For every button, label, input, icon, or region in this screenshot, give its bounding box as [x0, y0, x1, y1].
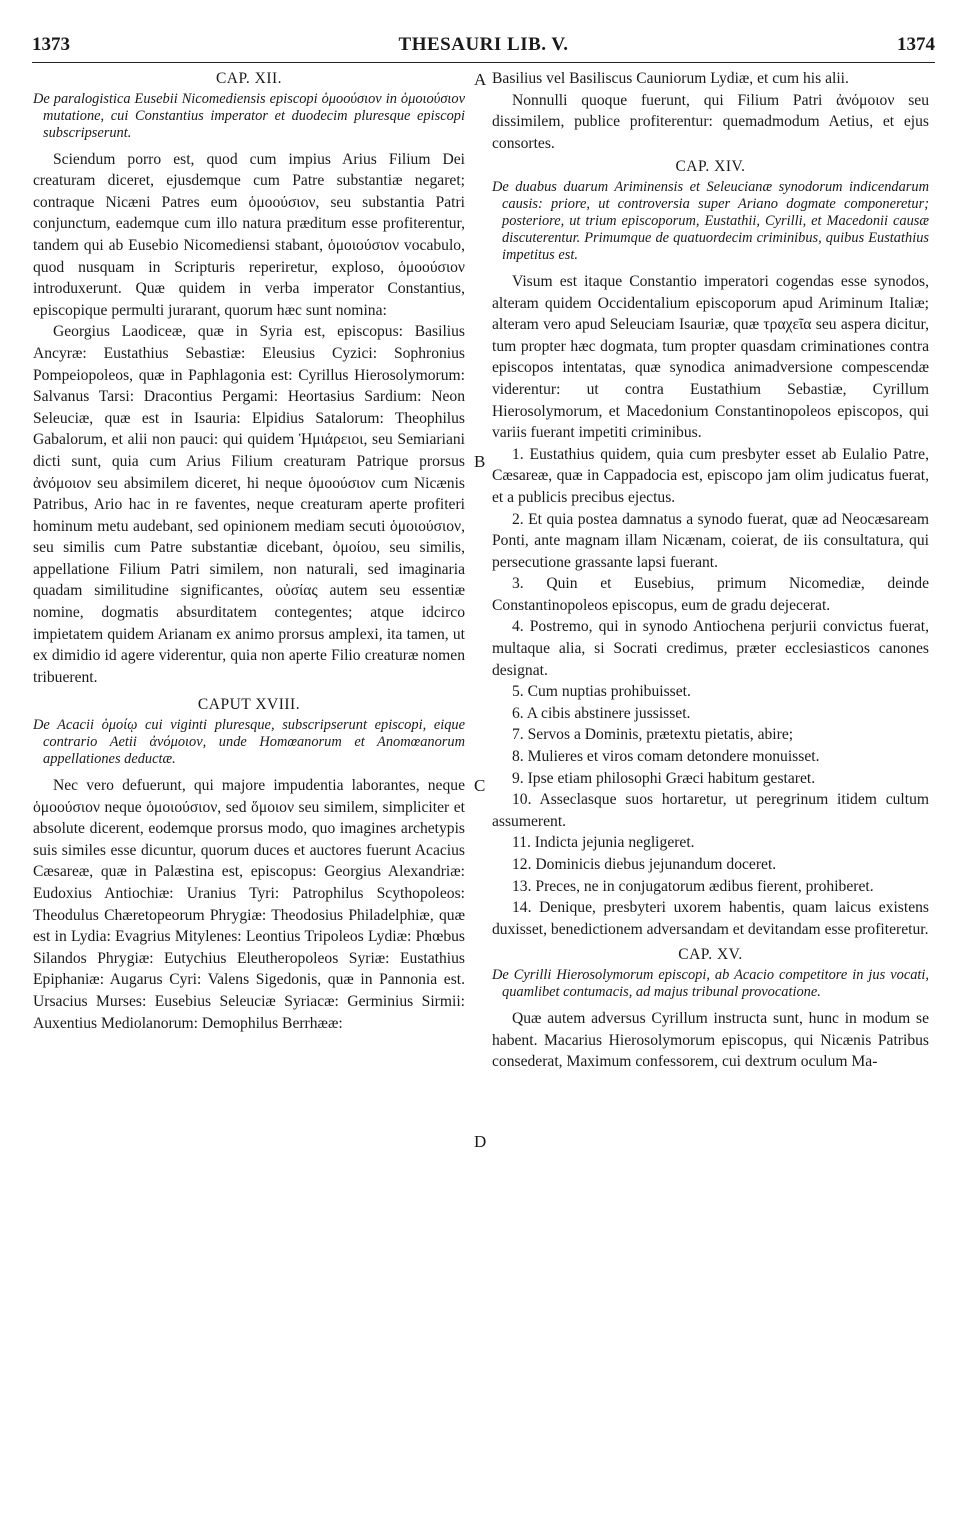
margin-letter-c: C — [474, 776, 486, 795]
list-item: 8. Mulieres et viros comam detondere monuisset. — [512, 748, 820, 766]
chapter-summary: De Acacii ὁμοίῳ cui viginti pluresque, subscripserunt episcopi, eique contrario Aetii ἀνόμοιον, unde Homœanorum et Anomœanorum appellationes deductæ. — [33, 717, 465, 768]
chapter-summary: De duabus duarum Ariminensis et Seleucianæ synodorum indicendarum causis: priore, ut controversia super Ariano dogmate componeretur; posteriore, ut trium episcoporum, Eustathii, Cyrilli, et Macedonii causæ discuterentur. Primumque de quatuordecim criminibus, quibus Eustathius impetitus est. — [492, 178, 929, 263]
chapter-heading: CAP. XV. — [678, 946, 743, 964]
list-item: 6. A cibis abstinere jussisset. — [512, 704, 691, 722]
list-item: 13. Preces, ne in conjugatorum ædibus fierent, prohiberet. — [512, 877, 874, 895]
list-item: 12. Dominicis diebus jejunandum doceret. — [512, 856, 777, 873]
list-item: 1. Eustathius quidem, quia cum presbyter esset ab Eulalio Patre, Cæsareæ, quæ in Cappadocia est, episcopo jam olim judicatus fuerat, et a publicis precibus ejectus. — [492, 445, 929, 506]
list-item: 14. Denique, presbyteri uxorem habentis, quam laicus existens duxisset, benedictionem adversandam et devitandam esse profiteretur. — [492, 899, 929, 938]
list-item: 3. Quin et Eusebius, primum Nicomediæ, deinde Constantinopoleos episcopus, eum de gradu dejecerat. — [492, 575, 929, 614]
chapter-heading: CAPUT XVIII. — [197, 696, 301, 714]
header-rule — [32, 62, 935, 63]
paragraph: Nonnulli quoque fuerunt, qui Filium Patri ἀνόμοιον seu dissimilem, publice profiterentur: quemadmodum Aetius, et ejus consortes. — [492, 91, 929, 152]
list-item: 7. Servos a Dominis, prætextu pietatis, abire; — [512, 726, 794, 744]
running-title: THESAURI LIB. V. — [398, 34, 569, 55]
chapter-summary: De paralogistica Eusebii Nicomediensis episcopi ὁμοούσιον in ὁμοιούσιον mutatione, cui Constantius imperator et duodecim pluresque episcopi subscripserunt. — [33, 90, 465, 141]
page-header — [32, 34, 935, 60]
paragraph: Nec vero defuerunt, qui majore impudentia laborantes, neque ὁμοούσιον neque ὁμοιούσιον, sed ὅμοιον seu similem, simpliciter et absolute dicerent, eodemque prorsus modo, quo imagines archetypis suis similes esse dicuntur, quorum duces et auctores fuerunt Acacius Cæsareæ, quæ in Palæstina est, episcopus: Georgius Alexandriæ: Eudoxius Antiochiæ: Uranius Tyri: Patrophilus Scythopoleos: Theodulus Chæretopeorum Phrygiæ: Theodosius Philadelphiæ, quæ est in Lydia: Evagrius Mitylenes: Leontius Tripoleos Lydiæ: Phœbus Silandos Phrygiæ: Eutychius Eleutheropoleos Syriæ: Eustathius Epiphaniæ: Augarus Cyri: Valens Sigedonis, quæ in Pannonia est. Ursacius Murses: Eusebius Seleuciæ Syriacæ: Germinius Sirmii: Auxentius Mediolanorum: Demophilus Berrhææ: — [33, 777, 465, 1032]
chapter-summary: De Cyrilli Hierosolymorum episcopi, ab Acacio competitore in jus vocati, quamlibet contumacis, ad majus tribunal provocatione. — [492, 966, 929, 1000]
list-item: 9. Ipse etiam philosophi Græci habitum gestaret. — [512, 769, 816, 787]
list-item: 2. Et quia postea damnatus a synodo fuerat, quæ ad Neocæsaream Ponti, ante magnam illam Nicænam, coierat, de iis consultatura, qui persecutione grassante lapsi fuerant. — [492, 510, 929, 571]
margin-letter-d: D — [474, 1132, 487, 1151]
chapter-heading: CAP. XII. — [215, 70, 283, 87]
list-item: 5. Cum nuptias prohibuisset. — [512, 683, 691, 701]
page-number-right: 1374 — [897, 34, 935, 55]
page-number-left: 1373 — [32, 34, 70, 55]
list-item: 11. Indicta jejunia negligeret. — [512, 834, 695, 852]
left-column — [33, 68, 465, 1034]
right-column — [492, 68, 929, 1073]
margin-letter-a: A — [474, 70, 487, 89]
margin-letter-b: B — [474, 452, 486, 471]
paragraph: Quæ autem adversus Cyrillum instructa sunt, hunc in modum se habent. Macarius Hierosolymorum episcopus, qui Nicænis Patribus consederat, Maximum confessorem, cui dextrum oculum Ma- — [492, 1009, 929, 1071]
paragraph: Georgius Laodiceæ, quæ in Syria est, episcopus: Basilius Ancyræ: Eustathius Sebastiæ: Eleusius Cyzici: Sophronius Pompeiopoleos, quæ in Paphlagonia est: Cyrillus Hierosolymorum: Salvanus Tarsi: Dracontius Pergami: Heortasius Sardium: Neon Seleuciæ, quæ est in Isauria: Elpidius Satalorum: Theophilus Gabalorum, et alii non pauci: qui quidem Ἡμιάρειοι, seu Semiariani dicti sunt, quia cum Arius Filium creaturam Patrique prorsus ἀνόμοιον seu absimilem diceret, hi neque ὁμοούσιον cum Nicænis Patribus, Ario hac in re faventes, neque creaturam aperte profiteri hominum metu audebant, sed opinionem mediam secuti ὁμοιούσιον, seu similis cum Patre substantiæ dicebant, ὁμοίου, seu similis, appellatione Filium Patri similem, non naturali, sed imaginaria quadam similitudine significantes, οὐσίας autem seu essentiæ nomine, dogmatis absurditatem contegentes; atque idcirco impietatem quidem Arianam ex animo prorsus amplexi, ita tamen, ut ex dimidio id agere viderentur, quia non aperte Filio creaturæ nomen tribuerent. — [33, 323, 465, 686]
paragraph: Sciendum porro est, quod cum impius Arius Filium Dei creaturam diceret, ejusdemque cum Patre substantiæ negaret; contraque Nicæni Patres eum ὁμοούσιον, seu substantia Patri conjunctum, eademque cum illo natura præditum esse profiterentur, tandem qui ab Eusebio Nicomediensi stabant, ὁμοιούσιον vocabulo, quod nusquam in Scripturis reperiretur, exploso, ὁμοούσιον introduxerunt. Quæ quidem in verba imperator Constantius, episcopique permulti jurarant, quorum hæc sunt nomina: — [33, 150, 465, 319]
paragraph: Basilius vel Basiliscus Cauniorum Lydiæ, et cum his alii. — [492, 70, 849, 87]
chapter-heading: CAP. XIV. — [675, 158, 746, 176]
list-item: 4. Postremo, qui in synodo Antiochena perjurii convictus fuerat, multaque alia, si Socrati credimus, præter ecclesiasticos canones designat. — [492, 618, 929, 679]
list-item: 10. Asseclasque suos hortaretur, ut peregrinum itidem cultum assumerent. — [492, 791, 929, 830]
paragraph: Visum est itaque Constantio imperatori cogendas esse synodos, alteram quidem Occidentalium episcoporum apud Ariminum Italiæ; alteram vero apud Seleuciam Isauriæ, quæ τραχεῖα seu aspera dicitur, tum propter hæc dogmata, tum propter quasdam criminationes contra episcopos intentatas, quæ synodica animadversione compescendæ viderentur: ut contra Eustathium Sebastiæ, Cyrillum Hierosolymorum, et Macedonium Constantinopoleos episcopos, qui variis fuerant impetiti criminibus. — [492, 272, 929, 442]
